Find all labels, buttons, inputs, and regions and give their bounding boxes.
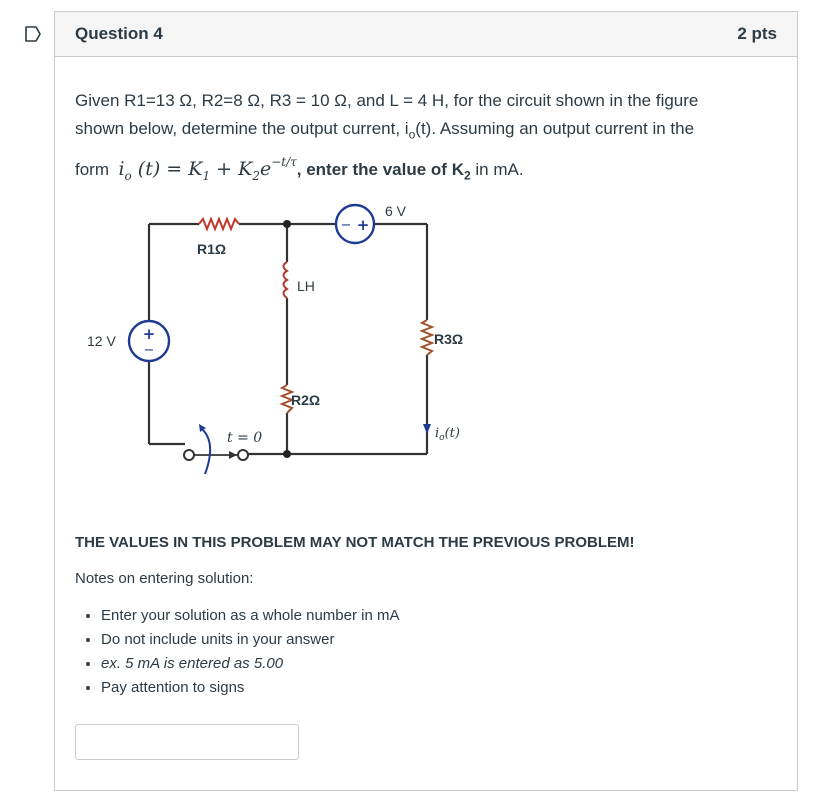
question-title: Question 4 <box>75 24 163 43</box>
notes-list <box>85 604 399 700</box>
r3-label: R3Ω <box>434 331 464 347</box>
list-item: • ex. 5 mA is entered as 5.00 <box>101 652 399 676</box>
list-item: • Do not include units in your answer <box>101 628 399 652</box>
source-top-label: 6 V <box>385 203 407 219</box>
prompt-form-label: form <box>75 160 109 180</box>
source-left-label: 12 V <box>87 333 116 349</box>
question-header <box>55 12 797 57</box>
prompt-line1: Given R1=13 Ω, R2=8 Ω, R3 = 10 Ω, and L = 4 H, for the circuit shown in the figure <box>75 91 699 110</box>
prompt-bold-tail: , enter the value of $K_2$ <box>296 160 471 183</box>
list-item: • Pay attention to signs <box>101 676 399 700</box>
circuit-diagram <box>77 192 497 482</box>
question-points: 2 pts <box>737 24 777 43</box>
prompt-line2-end: (t). Assuming an output current in the <box>415 119 695 138</box>
answer-input[interactable] <box>75 724 299 760</box>
output-current-label: $i_o(t)$ <box>435 426 460 443</box>
list-item: • Enter your solution as a whole number in mA <box>101 604 399 628</box>
warning-text: THE VALUES IN THIS PROBLEM MAY NOT MATCH THE PREVIOUS PROBLEM! <box>75 534 635 551</box>
source-left-plus: + <box>142 325 156 343</box>
inductor-label: LH <box>297 278 315 294</box>
prompt-line2: shown below, determine the output current, i <box>75 119 409 138</box>
source-left-minus: − <box>143 343 155 358</box>
source-top-plus: + <box>356 216 370 234</box>
source-top-minus: − <box>340 218 352 233</box>
question-prompt <box>75 87 775 190</box>
prompt-equation: $i_o$ $(t) = K_1 + K_2e^{-t/\tau}$ <box>118 155 297 184</box>
r1-label: R1Ω <box>197 241 227 257</box>
question-card <box>54 11 798 791</box>
flag-question-icon[interactable] <box>24 26 42 42</box>
notes-heading: Notes on entering solution: <box>75 570 254 587</box>
r2-label: R2Ω <box>291 392 321 408</box>
prompt-tail: in mA. <box>470 160 524 180</box>
switch-label: t = 0 <box>227 430 263 446</box>
prompt-line2-sub: o <box>408 127 416 142</box>
